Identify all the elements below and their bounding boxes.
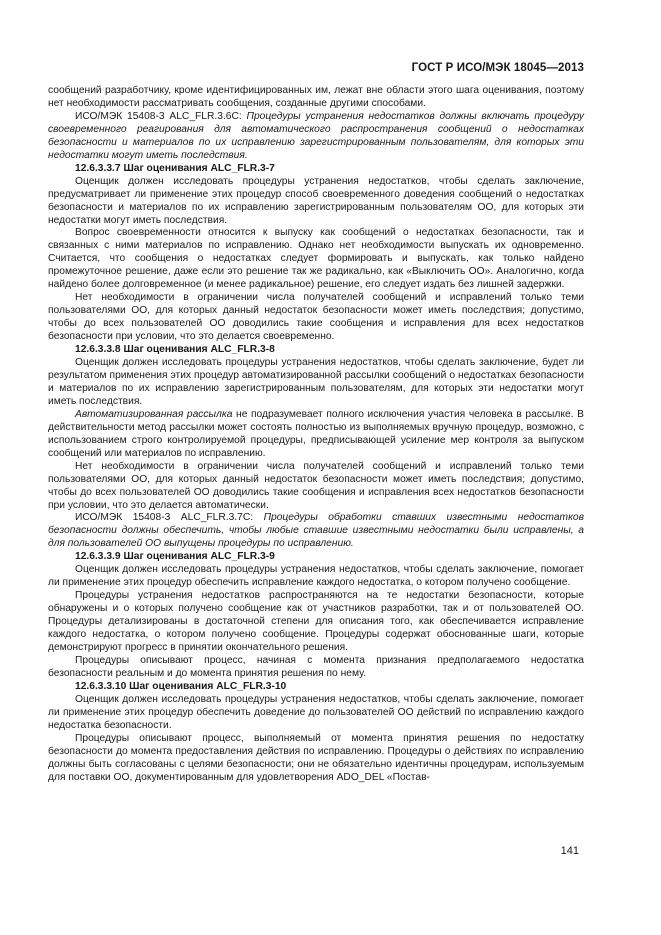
paragraph: Оценщик должен исследовать процедуры устранения недостатков, чтобы сделать заключение, предусматривает ли применение этих процедур способ своевременного доведения сообщений о недостатках безопасности и материалов по их исправлению зарегистрированным пользователям ОО, для которых эти недостатки могут иметь последствия. (48, 175, 584, 226)
body-text (48, 85, 584, 784)
paragraph: Процедуры описывают процесс, выполняемый от момента принятия решения по недостатку безопасности до момента предоставления действия по исправлению. Процедуры о действиях по исправлению должны быть согласованы с целями безопасности; они не обязательно идентичны процедурам, используемым для поставки ОО, документированным для удовлетворения ADO_DEL «Постав- (48, 732, 584, 783)
paragraph (48, 409, 584, 461)
paragraph: Оценщик должен исследовать процедуры устранения недостатков, чтобы сделать заключение, будет ли результатом применения этих процедур автоматизированной рассылки сообщений о недостатках безопасности и материалов по их исправлению зарегистрированным пользователям, для которых эти недостатки могут иметь последствия. (48, 357, 584, 407)
section-heading: 12.6.3.3.9 Шаг оценивания ALC_FLR.3-9 (75, 551, 275, 563)
standard-requirement (48, 512, 584, 551)
requirement-ref: ИСО/МЭК 15408-3 ALC_FLR.3.7C: (75, 512, 264, 524)
paragraph: Оценщик должен исследовать процедуры устранения недостатков, чтобы сделать заключение, помогает ли применение этих процедур обеспечить доведение до пользователей ОО действий по исправлению каждого недостатка безопасности. (48, 693, 584, 731)
requirement-ref: ИСО/МЭК 15408-3 ALC_FLR.3.6C: (75, 110, 247, 122)
standard-requirement (48, 111, 584, 163)
page-number: 141 (560, 845, 579, 857)
paragraph: Нет необходимости в ограничении числа получателей сообщений и исправлений только теми пользователями ОО, для которых данный недостаток безопасности может иметь последствия; допустимо, чтобы до всех пользователей ОО доводились такие сообщения и исправления всех недостатков безопасности при условии, что это делается автоматически. (48, 460, 584, 511)
requirement-text: Процедуры устранения недостатков должны включать процедуру своевременного реагирования для автоматического распространения сообщений о недостатках безопасности и материалов по их исправлению зарегистрированным пользователям, для которых эти недостатки могут иметь последствия. (48, 110, 584, 161)
paragraph: Процедуры устранения недостатков распространяются на те недостатки безопасности, которые обнаружены и о которых получено сообщение как от участников разработки, так и от пользователей ОО. Процедуры детализированы в достаточной степени для описания того, как обеспечивается исправление каждого недостатка, о котором получено сообщение. Процедуры содержат обоснованные шаги, которые демонстрируют прогресс в принятии окончательного решения. (48, 590, 584, 653)
paragraph: Вопрос своевременности относится к выпуску как сообщений о недостатках безопасности, так и связанных с ними материалов по исправлению. Однако нет необходимости выпускать их одновременно. Считается, что сообщения о недостатках следует формировать и выпускать, как только найдено промежуточное решение, даже если это решение так же радикально, как «Выключить ОО». Аналогично, когда найдено более долговременное (и менее радикальное) решение, его следует издать без лишней задержки. (48, 227, 584, 291)
paragraph: Оценщик должен исследовать процедуры устранения недостатков, чтобы сделать заключение, помогает ли применение этих процедур обеспечить исправление каждого недостатка, о котором получено сообщение. (48, 564, 584, 589)
term-italic: Автоматизированная рассылка (75, 408, 233, 420)
paragraph: сообщений разработчику, кроме идентифицированных им, лежат вне области этого шага оценивания, поэтому нет необходимости рассматривать сообщения, созданные другими способами. (48, 85, 584, 109)
paragraph-rest: не подразумевает полного исключения участия человека в рассылке. В действительности метод рассылки может состоять полностью из выполняемых вручную процедур, возможно, с использованием строго контролируемой процедуры, предписывающей усиление мер контроля за выпуском сообщений или материалов по исправлению. (48, 408, 584, 459)
paragraph: Процедуры описывают процесс, начиная с момента признания предполагаемого недостатка безопасности реальным и до момента принятия решения по нему. (48, 654, 584, 679)
page-header-title: ГОСТ Р ИСО/МЭК 18045—2013 (411, 62, 584, 74)
section-heading: 12.6.3.3.10 Шаг оценивания ALC_FLR.3-10 (75, 680, 287, 692)
paragraph: Нет необходимости в ограничении числа получателей сообщений и исправлений только теми пользователями ОО, для которых данный недостаток безопасности может иметь последствия; допустимо, чтобы до всех пользователей ОО доводились такие сообщения и исправления для всех недостатков безопасности при условии, что это делается своевременно. (48, 292, 584, 343)
requirement-text: Процедуры обработки ставших известными недостатков безопасности должны обеспечить, чтобы любые ставшие известными недостатки были исправлены, а для пользователей ОО выпущены процедуры по исправлению. (48, 512, 584, 550)
section-heading: 12.6.3.3.7 Шаг оценивания ALC_FLR.3-7 (75, 162, 275, 174)
section-heading: 12.6.3.3.8 Шаг оценивания ALC_FLR.3-8 (75, 344, 275, 356)
